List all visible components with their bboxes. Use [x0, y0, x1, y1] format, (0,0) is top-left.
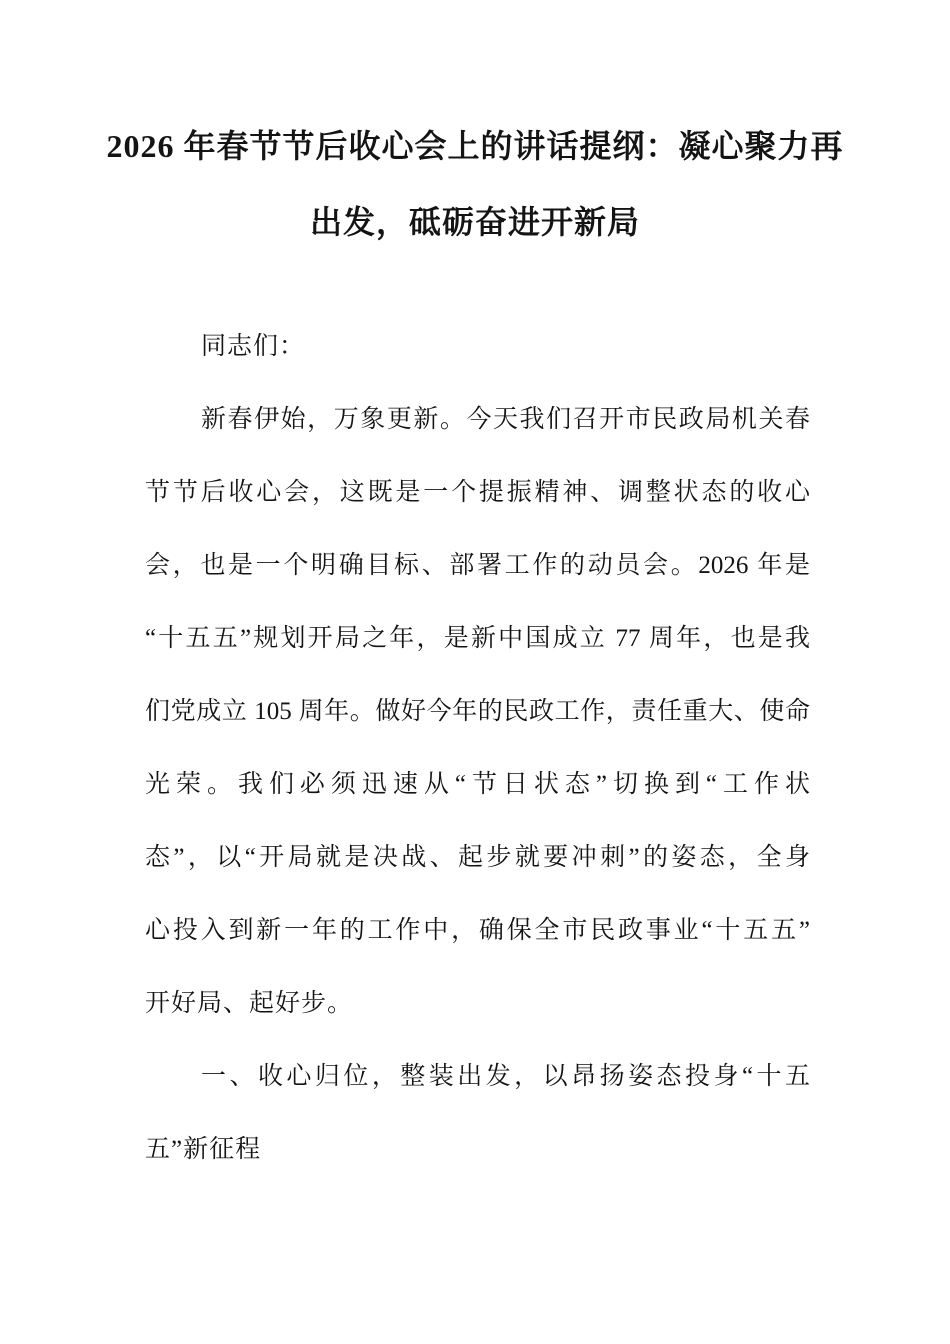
document-title [95, 0, 855, 260]
section-heading-line: 五”新征程 [145, 1136, 262, 1163]
body-line: 新春伊始，万象更新。今天我们召开市民政局机关春 [201, 406, 810, 433]
body-line: 会，也是一个明确目标、部署工作的动员会。2026 年是 [145, 552, 810, 579]
title-line-1: 2026 年春节节后收心会上的讲话提纲：凝心聚力再 [106, 128, 844, 164]
document-body [145, 310, 810, 1186]
salutation-line: 同志们： [201, 333, 306, 360]
body-line: 们党成立 105 周年。做好今年的民政工作，责任重大、使命 [145, 698, 810, 725]
body-line: 光荣。我们必须迅速从“节日状态”切换到“工作状 [145, 771, 810, 798]
body-line: 开好局、起好步。 [145, 990, 354, 1017]
body-line: 态”，以“开局就是决战、起步就要冲刺”的姿态，全身 [145, 844, 810, 871]
title-line-2: 出发，砥砺奋进开新局 [309, 204, 640, 240]
section-heading-line: 一、收心归位，整装出发，以昂扬姿态投身“十五 [201, 1063, 810, 1090]
body-line: 心投入到新一年的工作中，确保全市民政事业“十五五” [145, 917, 810, 944]
body-line: “十五五”规划开局之年，是新中国成立 77 周年，也是我 [145, 625, 810, 652]
body-line: 节节后收心会，这既是一个提振精神、调整状态的收心 [145, 479, 810, 506]
